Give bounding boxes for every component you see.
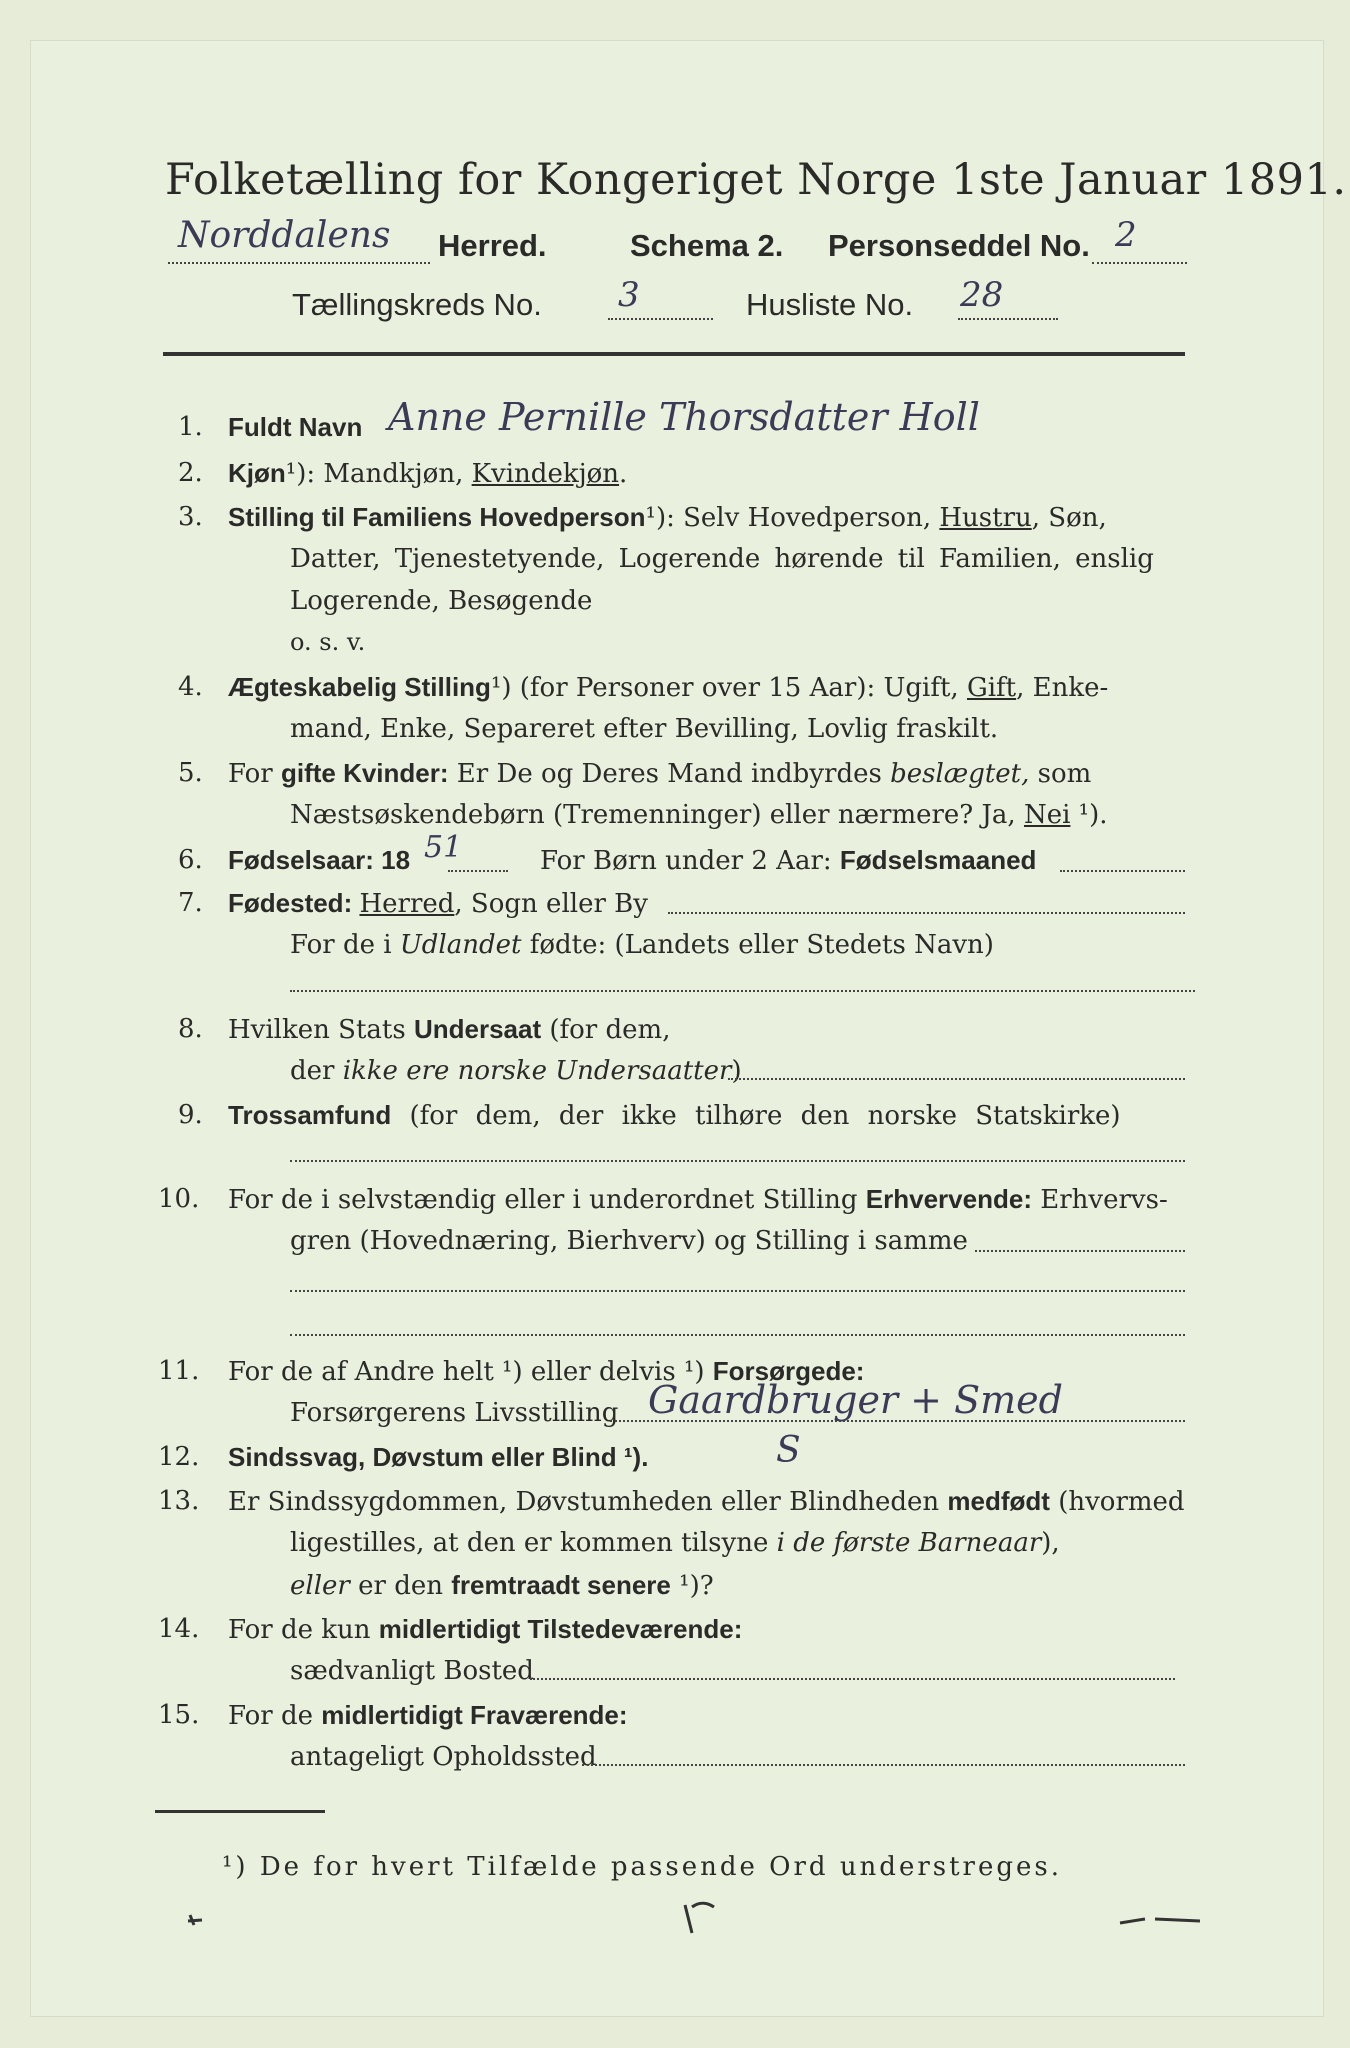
footnote-text: ¹) De for hvert Tilfælde passende Ord understreges. <box>222 1852 1063 1882</box>
item-number: 6. <box>178 845 203 875</box>
herred-field-line <box>168 262 430 264</box>
item-13-line-2: ligestilles, at den er kommen tilsyne i de første Barneaar), <box>290 1528 1060 1558</box>
item-3-line-3: Logerende, Besøgende <box>290 586 593 616</box>
name-handwritten: Anne Pernille Thorsdatter Holl <box>388 395 980 439</box>
item-number: 5. <box>178 758 203 788</box>
item-number: 13. <box>158 1486 200 1516</box>
item-13-line-3: eller er den fremtraadt senere ¹)? <box>290 1570 714 1601</box>
item-number: 15. <box>158 1700 200 1730</box>
husliste-handwritten: 28 <box>960 275 1004 315</box>
item-9-line-1: Trossamfund (for dem, der ikke tilhøre den norske Statskirke) <box>228 1100 1121 1131</box>
item-7-line-2: For de i Udlandet fødte: (Landets eller Stedets Navn) <box>290 930 994 960</box>
dotted-fill <box>582 1764 1185 1766</box>
item-5-line-1: For gifte Kvinder: Er De og Deres Mand indbyrdes beslægtet, som <box>228 758 1092 789</box>
dotted-fill <box>1060 870 1185 872</box>
item-10-line-2: gren (Hovednæring, Bierhverv) og Stilling i samme <box>290 1226 968 1256</box>
item-5-line-2: Næstsøskendebørn (Tremenninger) eller nærmere? Ja, Nei ¹). <box>290 800 1108 830</box>
item-number: 4. <box>178 672 203 702</box>
dotted-fill <box>448 870 508 872</box>
dotted-fill <box>290 1160 1185 1162</box>
item-number: 3. <box>178 502 203 532</box>
taellingskreds-handwritten: 3 <box>618 275 640 315</box>
item-number: 7. <box>178 888 203 918</box>
item-15-line-1: For de midlertidigt Fraværende: <box>228 1700 628 1731</box>
herred-handwritten: Norddalens <box>178 215 391 256</box>
item-14-line-1: For de kun midlertidigt Tilstedeværende: <box>228 1614 743 1645</box>
item-6-line: For Børn under 2 Aar: Fødselsmaaned <box>540 845 1037 876</box>
item-7-line-1: Fødested: Herred, Sogn eller By <box>228 888 648 919</box>
birth-year-handwritten: 51 <box>424 830 463 865</box>
dotted-fill <box>975 1250 1185 1252</box>
item-11-line-1: For de af Andre helt ¹) eller delvis ¹) Forsørgede: <box>228 1356 865 1387</box>
item-15-line-2: antageligt Opholdssted <box>290 1742 597 1772</box>
census-form-sheet <box>30 40 1347 2017</box>
personseddel-handwritten: 2 <box>1115 215 1137 255</box>
husliste-field-line <box>958 318 1058 320</box>
dotted-fill <box>290 1290 1185 1292</box>
taellingskreds-label: Tællingskreds No. <box>292 287 542 322</box>
header-divider <box>163 352 1185 356</box>
dotted-fill <box>530 1678 1175 1680</box>
item-8-line-2: der ikke ere norske Undersaatter) <box>290 1056 742 1086</box>
item-10-line-1: For de i selvstændig eller i underordnet Stilling Erhvervende: Erhvervs- <box>228 1184 1168 1215</box>
taellingskreds-field-line <box>608 318 713 320</box>
item-14-line-2: sædvanligt Bosted <box>290 1656 534 1686</box>
item-number: 10. <box>158 1184 200 1214</box>
occupation-handwritten: Gaardbruger + Smed <box>648 1378 1063 1422</box>
item-3-line-1: Stilling til Familiens Hovedperson¹): Selv Hovedperson, Hustru, Søn, <box>228 502 1107 533</box>
item-6-label: Fødselsaar: 18 <box>228 845 411 875</box>
personseddel-label: Personseddel No. <box>828 228 1090 263</box>
item-number: 14. <box>158 1614 200 1644</box>
footnote-rule <box>155 1810 325 1813</box>
pen-marks <box>180 1885 1230 1965</box>
item-4-line-1: Ægteskabelig Stilling¹) (for Personer over 15 Aar): Ugift, Gift, Enke- <box>228 672 1109 703</box>
item-number: 12. <box>158 1442 200 1472</box>
form-title: Folketælling for Kongeriget Norge 1ste Januar 1891. <box>165 155 1347 205</box>
item-8-line-1: Hvilken Stats Undersaat (for dem, <box>228 1014 671 1045</box>
dotted-fill <box>290 990 1195 992</box>
item-12-handwritten: S <box>776 1430 801 1471</box>
item-2-text: Kjøn¹): Mandkjøn, Kvindekjøn. <box>228 458 628 489</box>
item-number: 9. <box>178 1100 203 1130</box>
dotted-fill <box>728 1078 1185 1080</box>
herred-label: Herred. <box>438 228 547 263</box>
schema-label: Schema 2. <box>630 228 784 263</box>
item-12-label: Sindssvag, Døvstum eller Blind ¹). <box>228 1442 649 1472</box>
dotted-fill <box>668 912 1185 914</box>
item-3-line-2: Datter, Tjenestetyende, Logerende hørende til Familien, enslig <box>290 544 1154 574</box>
item-4-line-2: mand, Enke, Separeret efter Bevilling, Lovlig fraskilt. <box>290 714 999 744</box>
item-number: 8. <box>178 1014 203 1044</box>
item-13-line-1: Er Sindssygdommen, Døvstumheden eller Blindheden medfødt (hvormed <box>228 1486 1185 1517</box>
item-3-line-4: o. s. v. <box>290 628 366 656</box>
item-1-label: Fuldt Navn <box>228 412 363 442</box>
item-number: 11. <box>158 1356 200 1386</box>
item-number: 2. <box>178 458 203 488</box>
item-number: 1. <box>178 412 203 442</box>
husliste-label: Husliste No. <box>746 287 914 322</box>
personseddel-field-line <box>1092 262 1187 264</box>
dotted-fill <box>290 1334 1185 1336</box>
item-11-line-2: Forsørgerens Livsstilling <box>290 1398 619 1428</box>
